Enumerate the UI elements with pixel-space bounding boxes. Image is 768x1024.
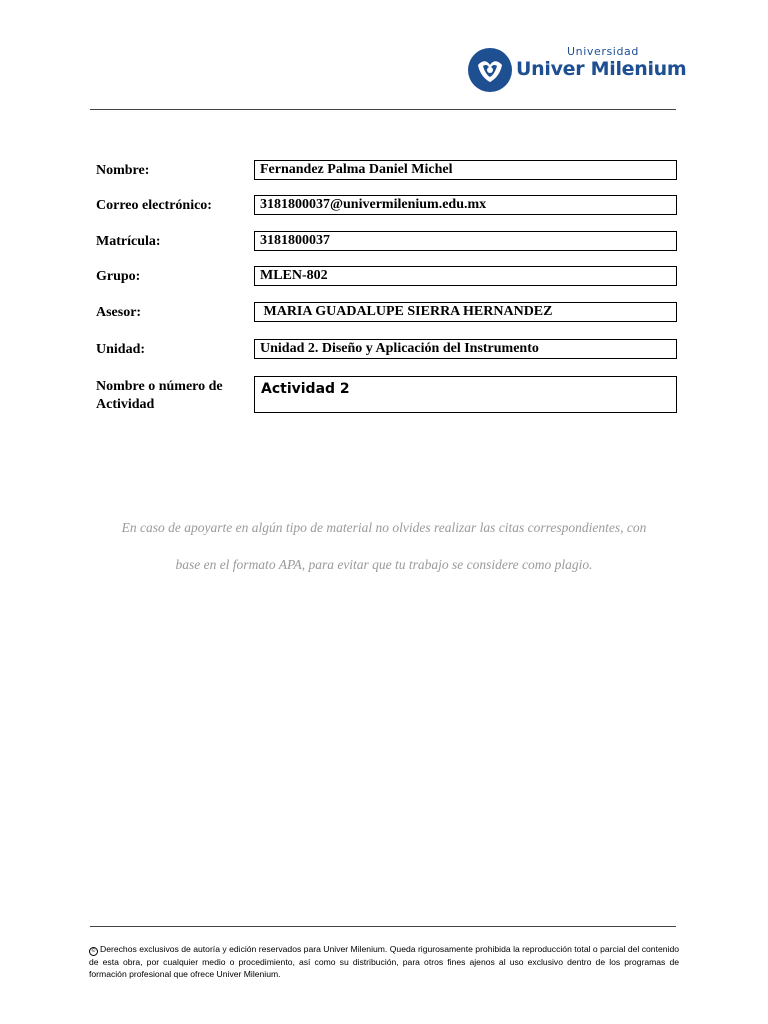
copyright-footer <box>89 943 679 980</box>
field-matricula: 3181800037 <box>254 231 677 251</box>
footer-divider <box>90 926 676 927</box>
copyright-text: Derechos exclusivos de autoría y edición reservados para Univer Milenium. Queda rigurosamente prohibida la reproducción total o parcial del contenido de esta obra, por cualquier medio o procedimiento, así como su distribución, para otros fines ajenos al uso exclusivo dentro de los programas de formación profesional que ofrece Univer Milenium. <box>89 944 679 979</box>
field-nombre: Fernandez Palma Daniel Michel <box>254 160 677 180</box>
university-logo <box>468 44 688 98</box>
label-correo: Correo electrónico: <box>96 198 212 213</box>
label-actividad: Nombre o número de Actividad <box>96 379 223 412</box>
label-nombre: Nombre: <box>96 163 150 178</box>
label-asesor: Asesor: <box>96 305 142 320</box>
logo-subtitle: Universidad <box>567 45 639 58</box>
label-matricula: Matrícula: <box>96 234 161 249</box>
field-actividad: Actividad 2 <box>254 376 677 413</box>
label-unidad: Unidad: <box>96 342 146 357</box>
citation-note-line-1: En caso de apoyarte en algún tipo de material no olvides realizar las citas correspondientes, con <box>121 520 647 535</box>
field-unidad: Unidad 2. Diseño y Aplicación del Instrumento <box>254 339 677 359</box>
field-asesor: MARIA GUADALUPE SIERRA HERNANDEZ <box>254 302 677 322</box>
field-correo: 3181800037@univermilenium.edu.mx <box>254 195 677 215</box>
field-grupo: MLEN-802 <box>254 266 677 286</box>
citation-note-line-2: base en el formato APA, para evitar que tu trabajo se considere como plagio. <box>175 557 593 572</box>
label-grupo: Grupo: <box>96 269 141 284</box>
copyright-icon: © <box>89 947 98 956</box>
logo-emblem-icon <box>468 48 512 92</box>
header-divider <box>90 109 676 110</box>
logo-title: Univer Milenium <box>516 58 687 80</box>
